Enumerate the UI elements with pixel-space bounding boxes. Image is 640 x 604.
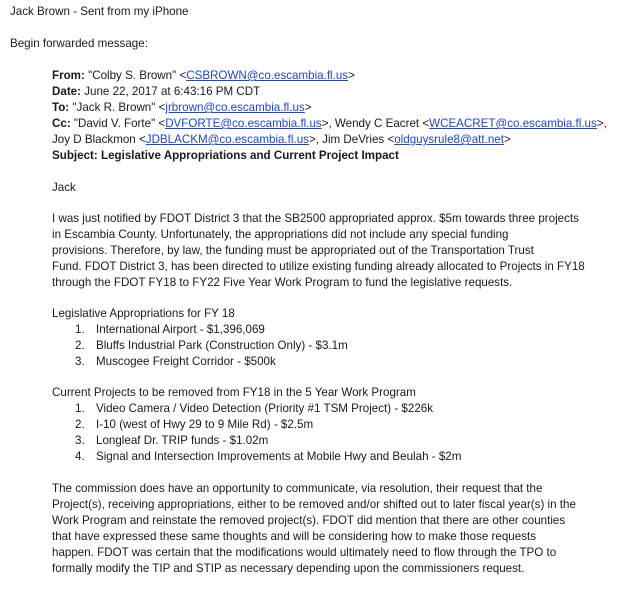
- p2-line: happen. FDOT was certain that the modifications would ultimately need to flow through the TPO to: [52, 546, 557, 559]
- cc2-email-link[interactable]: WCEACRET@co.escambia.fl.us: [429, 117, 597, 130]
- item-number: 1.: [75, 323, 85, 336]
- cc3-name: Joy D Blackmon <: [52, 133, 146, 146]
- cc3-sep: >, Jim DeVries <: [308, 133, 395, 146]
- greeting: Jack: [52, 181, 76, 194]
- header-subject: [52, 148, 399, 164]
- removed-heading: Current Projects to be removed from FY18 in the 5 Year Work Program: [52, 386, 416, 399]
- p2-line: The commission does have an opportunity to communicate, via resolution, their request that the: [52, 482, 543, 495]
- item-text: International Airport - $1,396,069: [96, 323, 265, 336]
- date-label: Date:: [52, 85, 81, 98]
- header-cc: [52, 116, 607, 132]
- item-number: 2.: [75, 339, 85, 352]
- header-date: [52, 84, 260, 100]
- cc3-email-link[interactable]: JDBLACKM@co.escambia.fl.us: [145, 133, 309, 146]
- p1-line: in Escambia County. Unfortunately, the appropriations did not include any special funding: [52, 228, 509, 241]
- date-value: June 22, 2017 at 6:43:16 PM CDT: [84, 85, 261, 98]
- to-label: To:: [52, 101, 70, 114]
- item-number: 1.: [75, 402, 85, 415]
- p1-line: through the FDOT FY18 to FY22 Five Year Work Program to fund the legislative requests.: [52, 276, 513, 289]
- appropriations-heading: Legislative Appropriations for FY 18: [52, 307, 235, 320]
- p2-line: formally modify the TIP and STIP as necessary depending upon the commissioners request.: [52, 562, 525, 575]
- from-email-link[interactable]: CSBROWN@co.escambia.fl.us: [186, 69, 349, 82]
- subject-label: Subject:: [52, 149, 98, 162]
- item-text: I-10 (west of Hwy 29 to 9 Mile Rd) - $2.5m: [96, 418, 314, 431]
- to-email-link[interactable]: jrbrown@co.escambia.fl.us: [165, 101, 305, 114]
- header-cc-cont: [52, 132, 511, 148]
- cc4-email-link[interactable]: oldguysrule8@att.net: [394, 133, 504, 146]
- item-text: Signal and Intersection Improvements at Mobile Hwy and Beulah - $2m: [96, 450, 462, 463]
- cc1-sep: >, Wendy C Eacret <: [321, 117, 430, 130]
- cc4-sep: >: [503, 133, 511, 146]
- sender-line: Jack Brown - Sent from my iPhone: [10, 5, 189, 18]
- cc-label: Cc:: [52, 117, 71, 130]
- item-number: 3.: [75, 434, 85, 447]
- p2-line: Work Program and reinstate the removed project(s). FDOT did mention that there are other counties: [52, 514, 566, 527]
- from-label: From:: [52, 69, 85, 82]
- p1-line: Fund. FDOT District 3, has been directed to utilize existing funding already allocated to Projects in FY18: [52, 260, 585, 273]
- to-bracket: >: [304, 101, 312, 114]
- header-to: [52, 100, 312, 116]
- item-text: Bluffs Industrial Park (Construction Only) - $3.1m: [96, 339, 348, 352]
- p2-line: that have expressed these same thoughts and will be considering how to make those requests: [52, 530, 537, 543]
- item-number: 3.: [75, 355, 85, 368]
- p1-line: provisions. Therefore, by law, the funding must be appropriated out of the Transportation Trust: [52, 244, 534, 257]
- header-from: [52, 68, 355, 84]
- item-number: 4.: [75, 450, 85, 463]
- cc1-email-link[interactable]: DVFORTE@co.escambia.fl.us: [165, 117, 322, 130]
- to-name: "Jack R. Brown" <: [72, 101, 166, 114]
- cc2-sep: >,: [596, 117, 607, 130]
- begin-forwarded-line: Begin forwarded message:: [10, 37, 148, 50]
- p1-line: I was just notified by FDOT District 3 that the SB2500 appropriated approx. $5m towards three projects: [52, 212, 579, 225]
- from-name: "Colby S. Brown" <: [88, 69, 187, 82]
- item-text: Muscogee Freight Corridor - $500k: [96, 355, 276, 368]
- item-text: Video Camera / Video Detection (Priority #1 TSM Project) - $226k: [96, 402, 434, 415]
- item-number: 2.: [75, 418, 85, 431]
- subject-value: Legislative Appropriations and Current Project Impact: [100, 149, 399, 162]
- from-bracket: >: [348, 69, 355, 82]
- cc1-name: "David V. Forte" <: [73, 117, 166, 130]
- item-text: Longleaf Dr. TRIP funds - $1.02m: [96, 434, 269, 447]
- p2-line: Project(s), receiving appropriations, either to be removed and/or shifted out to later fiscal year(s) in the: [52, 498, 576, 511]
